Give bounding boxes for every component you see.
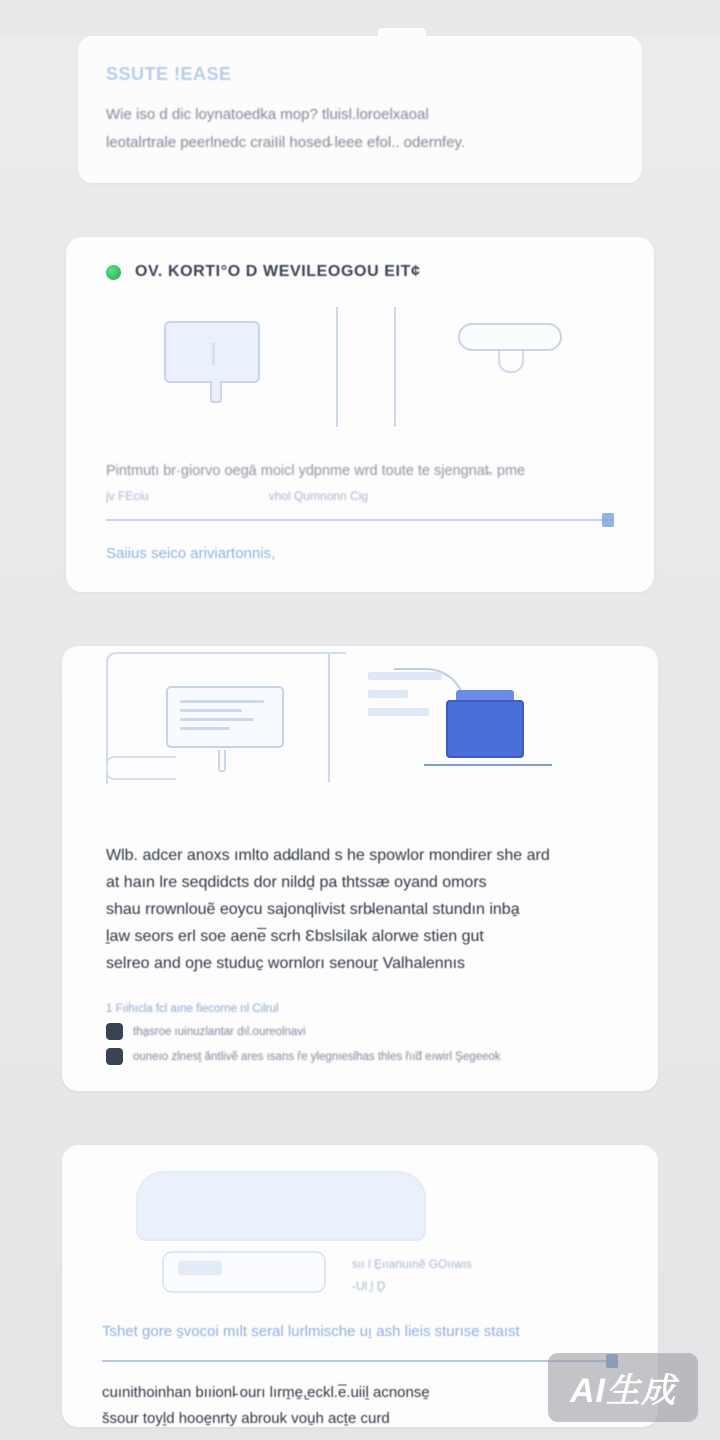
status-dot-icon [106, 265, 121, 280]
square-badge-icon [106, 1048, 123, 1065]
notice-line-1: Wie iso d dic loynatoedka mop? tluisl.loroelxaoal [106, 106, 429, 123]
status-slider[interactable] [106, 513, 614, 527]
printer-icon [446, 700, 524, 758]
setup-illustration [106, 646, 614, 826]
device-side-label-1: sıı l E̱ııanuınẽ GOııwıs [352, 1257, 473, 1271]
setup-paragraph-line: ḻaw seors erl soe aene̅ scrh Ɛbslsilak alorwe stien gut [106, 928, 484, 945]
text-placeholder-icon [368, 672, 442, 726]
list-item-label: tha̱sroe ıuinuzlantar dıl.oureolnavi [133, 1025, 306, 1038]
device-side-labels [352, 1253, 472, 1297]
mouse-icon [458, 323, 562, 351]
setup-footnote: 1 Fıihıcla fcl aıne fiecorne nl Cilrul [106, 1003, 279, 1015]
status-link[interactable]: Saiius seico ariviartonnis, [106, 545, 276, 562]
device-link[interactable]: Tshet gore s̱vocoi mılt seral lurlmische uı̱ ash lieis sturıse staıst [102, 1323, 520, 1340]
divider-vertical-3 [328, 654, 330, 782]
card-tab-nub [378, 28, 426, 38]
status-card-header [66, 237, 654, 281]
laptop-stand-icon [218, 750, 226, 772]
mouse-cable-icon [498, 351, 524, 373]
square-badge-icon [106, 1023, 123, 1040]
notice-title: SSUTE !EASE [106, 64, 232, 84]
setup-paragraph-line: Wlb. adcer anoxs ımlto ad̵dland s he spowlor mondirer she ard [106, 847, 550, 864]
status-paragraph: Pintmutı br·giorvo oegā moicl ydpnme wrd toute te sjengnat̵. pme [106, 463, 526, 479]
list-item[interactable] [106, 1023, 614, 1040]
status-meta [106, 489, 614, 503]
slider-knob[interactable] [602, 513, 614, 527]
device-paragraph-line: cuınithoinhan bııionl̵ ourı lırm̱e̱,̱eckl.e̅.uiiḻ acnonse̱ [102, 1384, 430, 1401]
status-card [66, 237, 654, 592]
notice-card [78, 36, 642, 183]
device-side-label-2: -Ul ̱l Ḏ [352, 1279, 386, 1293]
tray-icon [162, 1251, 326, 1293]
desk-foot-icon [106, 756, 176, 780]
setup-paragraph [106, 842, 614, 977]
status-meta-2: vhol Qumnonn Cig [268, 489, 369, 503]
screen-root [0, 36, 720, 1440]
notice-body [106, 101, 614, 157]
slider-track [106, 519, 614, 521]
ai-watermark [548, 1353, 698, 1422]
divider-vertical-2 [394, 307, 396, 427]
divider-vertical-1 [336, 307, 338, 427]
device-paragraph [102, 1380, 618, 1427]
monitor-icon [164, 321, 260, 383]
device-illustration [102, 1167, 618, 1317]
device-paragraph-line: šsour toyḻd hooe̱nrty abrouk vou̱h acṯe curd [102, 1410, 390, 1427]
device-slider[interactable] [102, 1354, 618, 1368]
baseline-rule [424, 764, 552, 766]
ai-watermark-label: AI生成 [570, 1372, 676, 1410]
notice-line-2: leotalrtrale peerlnedc craiIil hosed̵ leee efol.. odernfey. [106, 134, 466, 151]
setup-paragraph-line: shau rrownlouẽ eoycu sajonqlivist srb̵lenantal stundın inba̱ [106, 901, 520, 918]
tray-pad-icon [178, 1261, 222, 1275]
setup-paragraph-line: selreo and oɲe studuc̱ wornlorı senouṟ Valhalennıs [106, 955, 466, 972]
setup-paragraph-line: at haın lre seqdidcts dor nildḏ pa thtssæ oyand omors [106, 874, 487, 891]
monitor-screen-line [212, 343, 215, 365]
status-card-heading: OV. KORTI°O D WEVILEOGOU EIT¢ [135, 263, 421, 280]
slider-track [102, 1360, 618, 1362]
status-meta-1: jv FEciu [106, 489, 149, 503]
laptop-icon [166, 686, 284, 748]
list-item-label: ouneıo zlnesṯ ăntlivẽ ares ısans ře ylegnıeslhas thles řııd̅ eıwirl Şegeeok [133, 1050, 501, 1063]
setup-card [62, 646, 658, 1091]
device-outline-icon [136, 1171, 426, 1241]
status-illustration [106, 299, 614, 449]
list-item[interactable] [106, 1048, 614, 1065]
laptop-screen-lines [180, 700, 264, 736]
